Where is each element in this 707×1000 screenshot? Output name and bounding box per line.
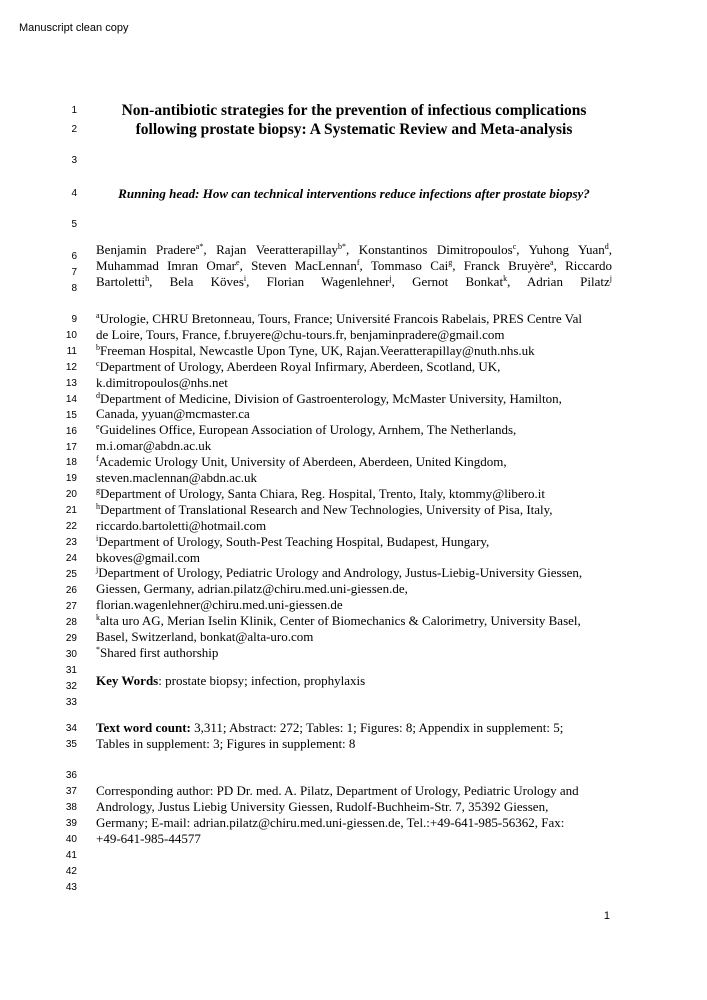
author-separator: ,: [507, 274, 527, 289]
line-number: 34: [65, 723, 77, 734]
line-number: 21: [65, 505, 77, 516]
word-count-label: Text word count:: [96, 720, 191, 735]
affiliation-text: Department of Urology, Aberdeen Royal Infirmary, Aberdeen, Scotland, UK,: [99, 358, 501, 374]
affiliation-text: Department of Urology, South-Pest Teaching Hospital, Budapest, Hungary,: [98, 533, 490, 549]
affiliation-line: [96, 645, 616, 661]
author-name: Rajan Veeratterapillay: [216, 242, 338, 257]
running-header: Manuscript clean copy: [19, 22, 129, 34]
keywords: [96, 673, 616, 689]
affiliation-line: [96, 422, 616, 438]
affiliation-text: m.i.omar@abdn.ac.uk: [96, 438, 212, 454]
line-number: 4: [71, 188, 77, 199]
author-separator: ,: [452, 258, 464, 273]
author-line: [96, 242, 612, 258]
line-number: 17: [65, 442, 77, 453]
line-number: 38: [65, 802, 77, 813]
affiliation-marker: a: [96, 311, 100, 320]
line-number: 27: [65, 601, 77, 612]
affiliation-text: Basel, Switzerland, bonkat@alta-uro.com: [96, 629, 314, 644]
affiliation-line: [96, 565, 616, 581]
author-separator: ,: [246, 274, 267, 289]
affiliation-marker: d: [96, 390, 100, 400]
author-name: Muhammad Imran Omar: [96, 258, 237, 273]
line-number: 42: [65, 866, 77, 877]
line-number: 9: [71, 314, 77, 325]
line-number: 3: [71, 155, 77, 166]
affiliation-marker: k: [96, 613, 100, 623]
affiliation-marker: i: [96, 533, 99, 543]
affiliation-line: [96, 438, 616, 454]
line-number: 32: [65, 681, 77, 692]
line-number: 5: [71, 219, 77, 230]
affiliation-text: florian.wagenlehner@chiru.med.uni-giessen.de: [96, 597, 343, 613]
line-number: 30: [65, 649, 77, 660]
author-affiliation-marker: b*: [337, 242, 346, 251]
title-line-2: following prostate biopsy: A Systematic Review and Meta-analysis: [135, 121, 573, 138]
keywords-text: : prostate biopsy; infection, prophylaxis: [158, 673, 366, 688]
affiliation-text: alta uro AG, Merian Iselin Klinik, Center of Biomechanics & Calorimetry, University Basel,: [100, 613, 581, 629]
affiliation-text: Department of Medicine, Division of Gastroenterology, McMaster University, Hamilton,: [100, 390, 562, 406]
line-number: 25: [65, 569, 77, 580]
line-number: 28: [65, 617, 77, 628]
line-number: 18: [65, 457, 77, 468]
line-number: 2: [71, 124, 77, 135]
affiliation-line: [96, 311, 616, 327]
line-number: 20: [65, 489, 77, 500]
line-number: 6: [71, 251, 77, 262]
affiliation-marker: e: [96, 422, 100, 432]
line-number: 16: [65, 426, 77, 437]
word-count-values: 3,311; Abstract: 272; Tables: 1; Figures: 8; Appendix in supplement: 5;: [190, 720, 564, 735]
line-number: 8: [71, 283, 77, 294]
corresponding-author-line: Germany; E-mail: adrian.pilatz@chiru.med.uni-giessen.de, Tel.:+49-641-985-56362, Fax:: [96, 815, 565, 830]
author-name: Benjamin Pradere: [96, 242, 196, 257]
affiliation-text: Giessen, Germany, adrian.pilatz@chiru.med.uni-giessen.de,: [96, 581, 408, 597]
affiliation-text: Urologie, CHRU Bretonneau, Tours, France; Université Francois Rabelais, PRES Centre Val: [99, 311, 582, 326]
affiliation-line: [96, 613, 616, 629]
affiliation-text: Freeman Hospital, Newcastle Upon Tyne, UK, Rajan.Veeratterapillay@nuth.nhs.uk: [100, 342, 535, 358]
line-number: 36: [65, 770, 77, 781]
affiliation-line: [96, 470, 616, 486]
author-name: Florian Wagenlehner: [266, 274, 390, 289]
author-line: [96, 274, 612, 290]
affiliation-text: bkoves@gmail.com: [96, 549, 201, 565]
line-number: 26: [65, 585, 77, 596]
line-number: 1: [71, 105, 77, 116]
affiliation-marker: b: [96, 342, 100, 352]
affiliation-text: Academic Urology Unit, University of Aberdeen, Aberdeen, United Kingdom,: [98, 454, 507, 470]
affiliation-line: [96, 359, 616, 375]
affiliation-marker: h: [96, 501, 100, 511]
line-number: 12: [65, 362, 77, 373]
author-separator: ,: [516, 242, 529, 257]
line-number: 39: [65, 818, 77, 829]
author-affiliation-marker: k: [503, 274, 508, 283]
corresponding-author-line: Andrology, Justus Liebig University Giessen, Rudolf-Buchheim-Str. 7, 35392 Giessen,: [96, 799, 549, 814]
line-number: 14: [65, 394, 77, 405]
author-separator: ,: [359, 258, 371, 273]
affiliation-line: [96, 391, 616, 407]
author-name: Yuhong Yuan: [528, 242, 605, 257]
author-separator: ,: [608, 242, 613, 257]
line-number: 11: [66, 346, 77, 357]
corresponding-author-line: Corresponding author: PD Dr. med. A. Pilatz, Department of Urology, Pediatric Urology and: [96, 783, 579, 798]
corresponding-author-line: +49-641-985-44577: [96, 831, 201, 846]
author-affiliation-marker: g: [448, 258, 453, 267]
author-affiliation-marker: f: [356, 258, 360, 267]
author-name: Bela Köves: [169, 274, 244, 289]
line-number: 29: [65, 633, 77, 644]
affiliation-text: de Loire, Tours, France, f.bruyere@chu-tours.fr, benjaminpradere@gmail.com: [96, 326, 505, 342]
author-name: Riccardo: [565, 258, 613, 273]
line-number: 23: [65, 537, 77, 548]
title-line-1: Non-antibiotic strategies for the prevention of infectious complications: [121, 102, 587, 119]
affiliation-text: Department of Translational Research and New Technologies, University of Pisa, Italy,: [100, 501, 553, 517]
author-separator: ,: [391, 274, 413, 289]
line-number: 41: [65, 850, 77, 861]
affiliation-text: Canada, yyuan@mcmaster.ca: [96, 406, 250, 422]
affiliation-line: [96, 518, 616, 534]
affiliation-line: [96, 581, 616, 597]
author-affiliation-marker: d: [604, 242, 609, 251]
author-affiliation-marker: j: [389, 274, 392, 283]
affiliation-text: steven.maclennan@abdn.ac.uk: [96, 470, 258, 485]
affiliation-text: riccardo.bartoletti@hotmail.com: [96, 517, 267, 533]
author-name: Bartoletti: [96, 274, 146, 289]
affiliation-line: [96, 534, 616, 550]
author-name: Adrian Pilatz: [526, 274, 610, 289]
word-count-line-1: [96, 720, 616, 736]
affiliation-line: [96, 375, 616, 391]
affiliation-marker: c: [96, 358, 100, 368]
affiliation-line: [96, 406, 616, 422]
affiliation-line: [96, 454, 616, 470]
author-separator: ,: [239, 258, 252, 273]
author-separator: ,: [553, 258, 566, 273]
line-number: 31: [65, 665, 77, 676]
author-line: [96, 258, 612, 274]
line-number: 7: [71, 267, 77, 278]
affiliation-line: [96, 597, 616, 613]
affiliation-line: [96, 343, 616, 359]
affiliation-line: [96, 629, 616, 645]
line-number: 35: [65, 739, 77, 750]
line-number: 37: [65, 786, 77, 797]
line-number: 24: [65, 553, 77, 564]
author-affiliation-marker: a*: [195, 242, 204, 251]
line-number: 40: [65, 834, 77, 845]
author-separator: ,: [345, 242, 359, 257]
affiliation-line: [96, 502, 616, 518]
running-head: Running head: How can technical interventions reduce infections after prostate biopsy?: [118, 186, 590, 201]
affiliation-marker: j: [96, 565, 99, 575]
author-name: Gernot Bonkat: [412, 274, 504, 289]
author-separator: ,: [149, 274, 170, 289]
affiliation-text: Department of Urology, Pediatric Urology and Andrology, Justus-Liebig-University Giessen,: [98, 565, 583, 581]
affiliation-line: [96, 550, 616, 566]
line-number: 10: [65, 330, 77, 341]
word-count-line-2: Tables in supplement: 3; Figures in supplement: 8: [96, 736, 356, 751]
author-affiliation-marker: h: [145, 274, 150, 283]
line-number: 19: [65, 473, 77, 484]
keywords-label: Key Words: [96, 673, 159, 688]
author-name: Tommaso Cai: [370, 258, 449, 273]
line-number: 43: [65, 882, 77, 893]
affiliation-text: Guidelines Office, European Association of Urology, Arnhem, The Netherlands,: [99, 422, 517, 438]
author-name: Konstantinos Dimitropoulos: [358, 242, 513, 257]
author-affiliation-marker: e: [236, 258, 240, 267]
affiliation-marker: *: [96, 644, 100, 654]
author-name: Franck Bruyère: [463, 258, 551, 273]
author-affiliation-marker: i: [243, 274, 247, 283]
author-name: Steven MacLennan: [251, 258, 357, 273]
author-affiliation-marker: j: [609, 274, 613, 283]
line-number: 13: [65, 378, 77, 389]
affiliation-marker: g: [96, 485, 100, 495]
line-number: 15: [65, 410, 77, 421]
author-separator: ,: [203, 242, 217, 257]
affiliation-line: [96, 486, 616, 502]
affiliation-text: Shared first authorship: [100, 644, 219, 660]
line-number: 33: [65, 697, 77, 708]
affiliation-marker: f: [96, 454, 99, 464]
line-number: 22: [65, 521, 77, 532]
affiliation-text: Department of Urology, Santa Chiara, Reg. Hospital, Trento, Italy, ktommy@libero.it: [100, 485, 545, 501]
page-number: 1: [603, 910, 610, 922]
author-affiliation-marker: c: [512, 242, 517, 251]
author-affiliation-marker: a: [550, 258, 554, 267]
affiliation-text: k.dimitropoulos@nhs.net: [96, 374, 228, 390]
affiliation-line: [96, 327, 616, 343]
